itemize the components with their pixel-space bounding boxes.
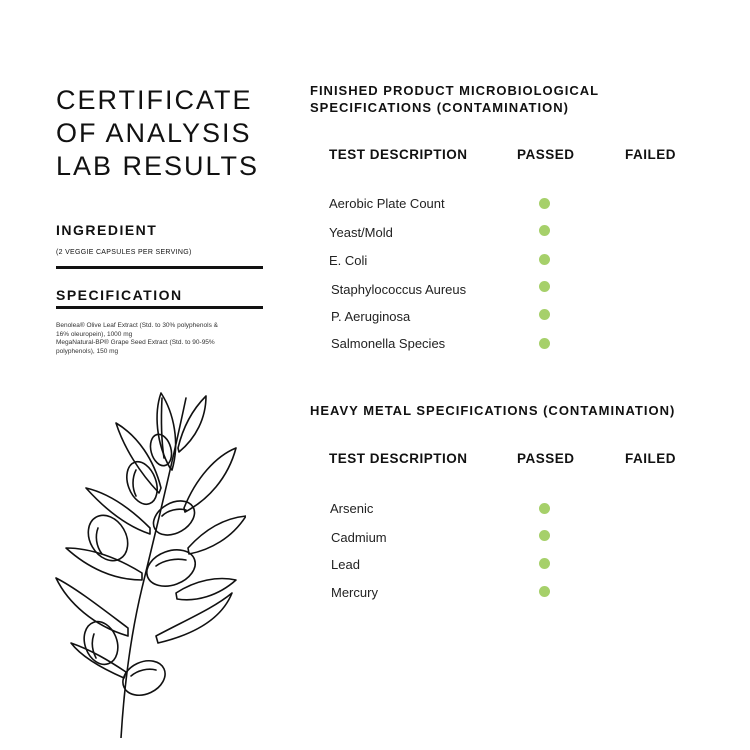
test-label: Yeast/Mold	[329, 225, 393, 240]
passed-dot	[539, 558, 550, 569]
column-header-failed: FAILED	[625, 451, 677, 466]
title-line: CERTIFICATE	[56, 85, 253, 115]
divider	[56, 266, 263, 269]
heavy-metal-title: HEAVY METAL SPECIFICATIONS (CONTAMINATION)	[310, 403, 676, 418]
passed-dot	[539, 198, 550, 209]
test-label: Aerobic Plate Count	[329, 196, 445, 211]
column-header-failed: FAILED	[625, 147, 677, 162]
column-header-test: TEST DESCRIPTION	[329, 451, 468, 466]
passed-dot	[539, 309, 550, 320]
passed-dot	[539, 586, 550, 597]
test-label: Mercury	[331, 585, 378, 600]
page-title	[56, 84, 259, 183]
olive-branch-illustration	[46, 388, 246, 738]
passed-dot	[539, 530, 550, 541]
ingredient-note: (2 VEGGIE CAPSULES PER SERVING)	[56, 249, 192, 256]
column-header-test: TEST DESCRIPTION	[329, 147, 468, 162]
passed-dot	[539, 338, 550, 349]
passed-dot	[539, 281, 550, 292]
test-label: Arsenic	[330, 501, 374, 516]
test-label: E. Coli	[329, 253, 368, 268]
passed-dot	[539, 225, 550, 236]
title-line: OF ANALYSIS	[56, 118, 252, 148]
test-label: Staphylococcus Aureus	[331, 282, 467, 297]
specification-text	[56, 322, 256, 356]
test-label: Salmonella Species	[331, 336, 446, 351]
column-header-passed: PASSED	[517, 147, 575, 162]
test-label: Lead	[331, 557, 360, 572]
passed-dot	[539, 503, 550, 514]
spec-line: 16% oleuropein), 1000 mg	[56, 330, 133, 338]
spec-line: MegaNatural-BP® Grape Seed Extract (Std. to 90-95%	[56, 339, 215, 346]
spec-line: Benolea® Olive Leaf Extract (Std. to 30% polyphenols &	[56, 322, 218, 329]
specification-heading: SPECIFICATION	[56, 287, 183, 303]
spec-line: polyphenols), 150 mg	[56, 347, 119, 355]
microbiological-title: FINISHED PRODUCT MICROBIOLOGICAL SPECIFICATIONS (CONTAMINATION)	[310, 83, 599, 115]
test-label: Cadmium	[331, 530, 387, 545]
column-header-passed: PASSED	[517, 451, 575, 466]
divider	[56, 306, 263, 309]
test-label: P. Aeruginosa	[331, 309, 411, 324]
title-line: LAB RESULTS	[56, 151, 260, 181]
ingredient-heading: INGREDIENT	[56, 222, 158, 238]
passed-dot	[539, 254, 550, 265]
